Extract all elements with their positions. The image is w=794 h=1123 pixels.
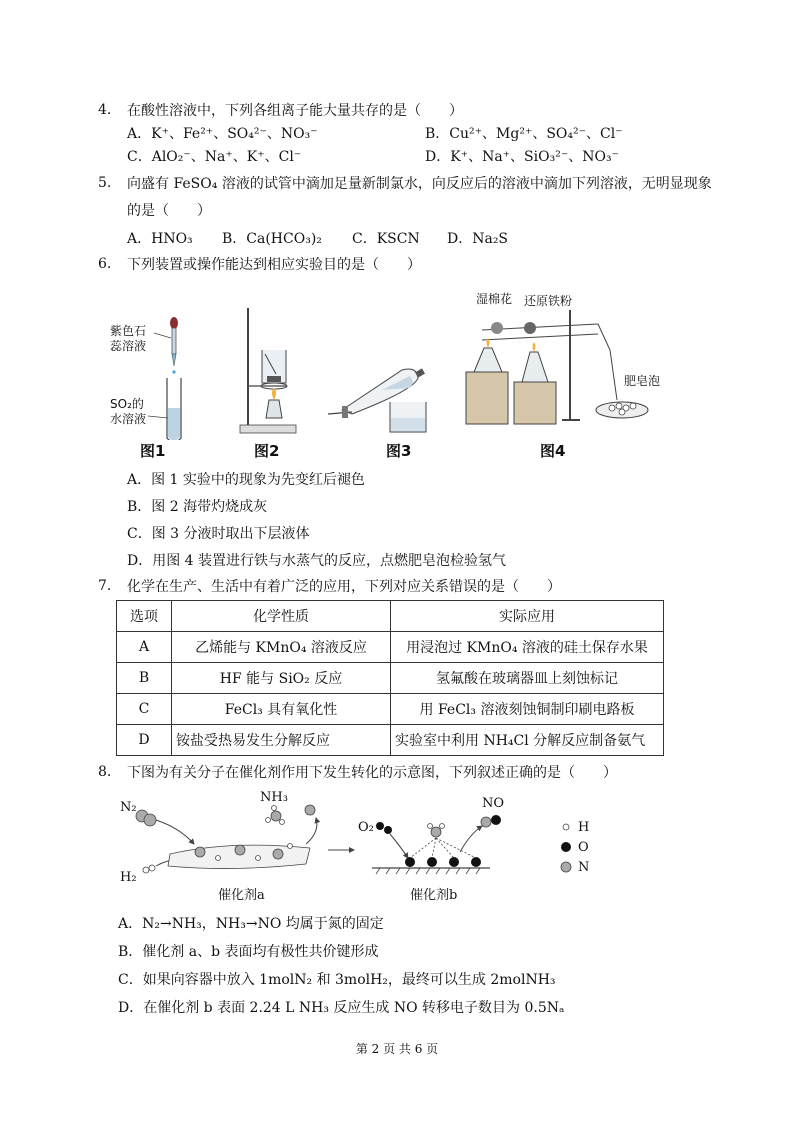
q5-option-c: C．KSCN xyxy=(352,231,420,247)
figure-3 xyxy=(322,290,432,460)
q4-stem: 在酸性溶液中，下列各组离子能大量共存的是（ ） xyxy=(127,103,463,119)
q4-option-d: D．K⁺、Na⁺、SiO₃²⁻、NO₃⁻ xyxy=(425,149,619,165)
q4-option-b: B．Cu²⁺、Mg²⁺、SO₄²⁻、Cl⁻ xyxy=(425,126,623,142)
q6-stem: 下列装置或操作能达到相应实验目的是（ ） xyxy=(127,257,421,273)
fig2-caption: 图2 xyxy=(254,442,280,460)
fig1-label-so2-1: SO₂的 xyxy=(110,397,144,411)
fig4-label-cotton: 湿棉花 xyxy=(476,292,513,306)
table-cell: 铵盐受热易发生分解反应 xyxy=(172,725,391,756)
table-cell: A xyxy=(117,632,172,663)
table-header: 实际应用 xyxy=(391,601,664,632)
q6-option-a: A．图 1 实验中的现象为先变红后褪色 xyxy=(127,472,365,488)
q5-option-a: A．HNO₃ xyxy=(127,231,193,247)
fig2-drawing xyxy=(232,290,302,440)
table-cell: 用浸泡过 KMnO₄ 溶液的硅土保存水果 xyxy=(391,632,664,663)
table-header-row xyxy=(117,601,664,632)
q5-option-b: B．Ca(HCO₃)₂ xyxy=(222,231,322,247)
q4-option-a: A．K⁺、Fe²⁺、SO₄²⁻、NO₃⁻ xyxy=(127,126,318,142)
table-cell: HF 能与 SiO₂ 反应 xyxy=(172,663,391,694)
table-row xyxy=(117,663,664,694)
q5-number: 5. xyxy=(98,175,112,191)
table-cell: D xyxy=(117,725,172,756)
q6-number: 6. xyxy=(98,256,112,272)
label-o2: O₂ xyxy=(358,820,374,835)
page-footer: 第 2 页 共 6 页 xyxy=(355,1042,439,1056)
legend-o: O xyxy=(578,840,589,855)
fig3-drawing xyxy=(322,290,432,440)
fig3-caption: 图3 xyxy=(386,442,412,460)
q5-stem-line2: 的是（ ） xyxy=(127,203,211,219)
table-row xyxy=(117,632,664,663)
table-cell: 氢氟酸在玻璃器皿上刻蚀标记 xyxy=(391,663,664,694)
table-header: 选项 xyxy=(117,601,172,632)
label-n2: N₂ xyxy=(120,800,137,815)
fig1-label-so2-2: 水溶液 xyxy=(110,412,147,426)
q4-option-c: C．AlO₂⁻、Na⁺、K⁺、Cl⁻ xyxy=(127,149,302,165)
table-cell: 实验室中利用 NH₄Cl 分解反应制备氨气 xyxy=(391,725,664,756)
table-cell: 用 FeCl₃ 溶液刻蚀铜制印刷电路板 xyxy=(391,694,664,725)
fig4-caption: 图4 xyxy=(540,442,566,460)
figure-4 xyxy=(462,290,672,460)
legend-n: N xyxy=(578,860,590,875)
fig4-label-iron: 还原铁粉 xyxy=(524,294,573,308)
figure-1 xyxy=(108,290,198,460)
figure-2 xyxy=(232,290,302,460)
q8-stem: 下图为有关分子在催化剂作用下发生转化的示意图，下列叙述正确的是（ ） xyxy=(127,765,617,781)
q6-option-b: B．图 2 海带灼烧成灰 xyxy=(127,499,268,515)
label-no: NO xyxy=(482,796,505,811)
q7-number: 7. xyxy=(98,578,112,594)
q6-option-c: C．图 3 分液时取出下层液体 xyxy=(127,526,310,542)
q8-option-a: A．N₂→NH₃，NH₃→NO 均属于氮的固定 xyxy=(118,916,384,932)
table-header: 化学性质 xyxy=(172,601,391,632)
q8-diagram xyxy=(110,788,610,908)
table-row xyxy=(117,725,664,756)
table-cell: B xyxy=(117,663,172,694)
table-cell: 乙烯能与 KMnO₄ 溶液反应 xyxy=(172,632,391,663)
fig4-drawing xyxy=(462,290,672,440)
q5-option-d: D．Na₂S xyxy=(447,231,509,247)
q7-stem: 化学在生产、生活中有着广泛的应用，下列对应关系错误的是（ ） xyxy=(127,579,561,595)
q6-option-d: D．用图 4 装置进行铁与水蒸气的反应，点燃肥皂泡检验氢气 xyxy=(127,553,507,569)
fig1-label-litmus-1: 紫色石 xyxy=(110,324,147,338)
label-catalyst-a: 催化剂a xyxy=(218,888,265,903)
label-catalyst-b: 催化剂b xyxy=(410,888,458,903)
table-row xyxy=(117,694,664,725)
q8-option-d: D．在催化剂 b 表面 2.24 L NH₃ 反应生成 NO 转移电子数目为 0.5Nₐ xyxy=(118,1000,565,1016)
fig4-label-soap: 肥皂泡 xyxy=(624,374,661,388)
q5-stem-line1: 向盛有 FeSO₄ 溶液的试管中滴加足量新制氯水，向反应后的溶液中滴加下列溶液，无明显现象 xyxy=(127,176,712,192)
table-cell: C xyxy=(117,694,172,725)
legend-h: H xyxy=(578,820,590,835)
q8-option-c: C．如果向容器中放入 1molN₂ 和 3molH₂，最终可以生成 2molNH₃ xyxy=(118,972,556,988)
q7-table xyxy=(116,600,664,756)
q4-number: 4. xyxy=(98,102,112,118)
q8-drawing xyxy=(110,788,610,888)
q8-option-b: B．催化剂 a、b 表面均有极性共价键形成 xyxy=(118,944,379,960)
q8-number: 8. xyxy=(98,764,112,780)
label-h2: H₂ xyxy=(120,870,137,885)
table-cell: FeCl₃ 具有氧化性 xyxy=(172,694,391,725)
label-nh3: NH₃ xyxy=(260,790,288,805)
fig1-drawing xyxy=(108,290,198,440)
fig1-label-litmus-2: 蕊溶液 xyxy=(110,339,147,353)
fig1-caption: 图1 xyxy=(140,442,166,460)
